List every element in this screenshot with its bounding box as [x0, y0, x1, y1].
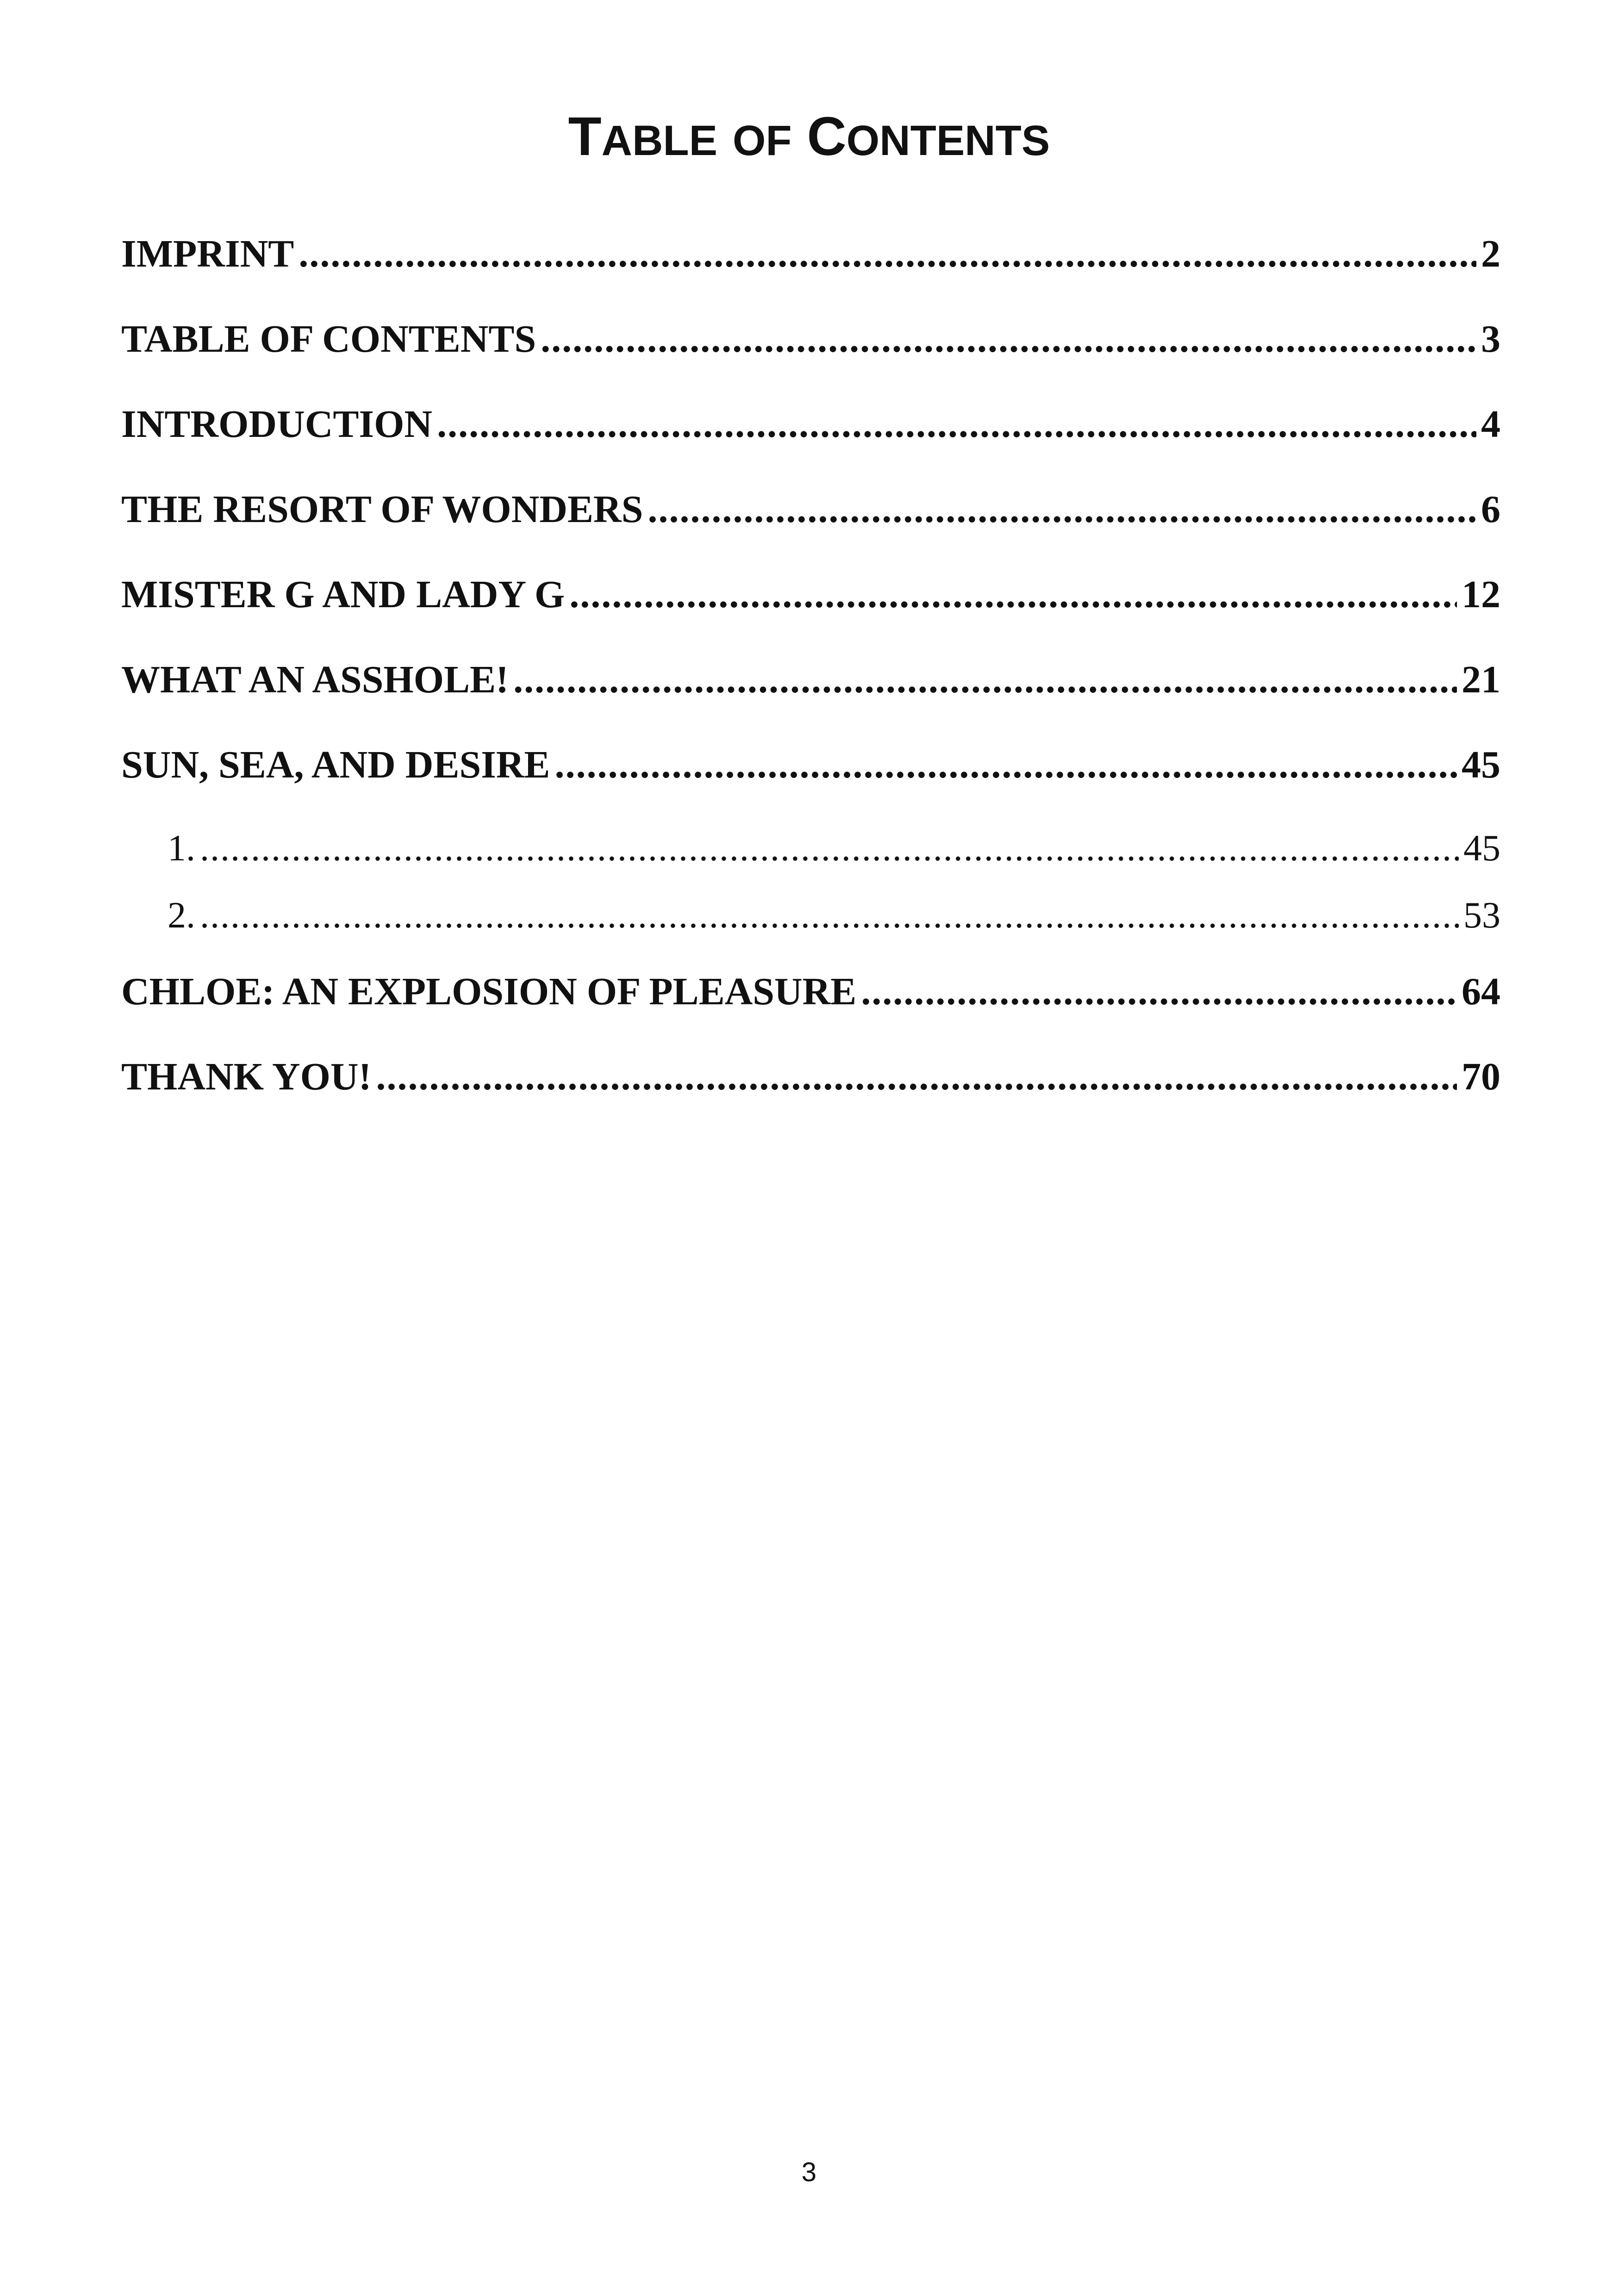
toc-entry-label: CHLOE: AN EXPLOSION OF PLEASURE	[121, 970, 857, 1013]
dot-leader	[861, 969, 1457, 1014]
dot-leader	[541, 317, 1476, 361]
toc-entry-label: THANK YOU!	[121, 1055, 372, 1098]
toc-subentry-label: 2.	[168, 895, 195, 936]
page-number: 3	[801, 2157, 817, 2187]
toc-entry-page: 45	[1462, 743, 1500, 786]
toc-entry-page: 21	[1462, 658, 1500, 701]
title-word-contents	[807, 106, 1050, 168]
toc-entry-label: THE RESORT OF WONDERS	[121, 488, 643, 531]
title-initial: C	[807, 106, 846, 168]
toc-entry[interactable]	[121, 742, 1500, 828]
title-rest: ABLE	[601, 117, 718, 165]
toc-entry[interactable]	[121, 402, 1500, 487]
toc-entry[interactable]	[121, 317, 1500, 402]
toc-entry[interactable]	[121, 231, 1500, 317]
toc-subentry-page: 53	[1463, 895, 1500, 936]
title-word-of	[733, 117, 792, 165]
toc-entry[interactable]	[121, 572, 1500, 657]
dot-leader	[200, 895, 1459, 937]
dot-leader	[200, 828, 1459, 870]
toc-entry-page: 6	[1481, 488, 1500, 531]
toc-entry[interactable]	[121, 487, 1500, 572]
toc-subentry-page: 45	[1463, 828, 1500, 869]
toc-entry-page: 12	[1462, 573, 1500, 616]
dot-leader	[437, 402, 1476, 447]
toc-subentry[interactable]	[121, 828, 1500, 895]
dot-leader	[555, 742, 1457, 787]
toc-entry[interactable]	[121, 1054, 1500, 1139]
toc-subentry[interactable]	[121, 895, 1500, 962]
toc-entry-label: WHAT AN ASSHOLE!	[121, 658, 509, 701]
toc-entry-label: IMPRINT	[121, 232, 294, 275]
dot-leader	[376, 1054, 1457, 1099]
toc-entry-page: 70	[1462, 1055, 1500, 1098]
toc-entry-label: TABLE OF CONTENTS	[121, 317, 536, 361]
title-rest: ONTENTS	[846, 117, 1050, 165]
toc-entry-page: 64	[1462, 970, 1500, 1013]
toc-entry-page: 3	[1481, 317, 1500, 361]
toc-entry-page: 2	[1481, 232, 1500, 275]
toc-subentry-label: 1.	[168, 828, 195, 869]
page-title	[0, 106, 1618, 168]
title-initial: T	[568, 106, 602, 168]
toc-entry-label: MISTER G AND LADY G	[121, 573, 565, 616]
title-word-table	[568, 106, 718, 168]
toc-entry-page: 4	[1481, 403, 1500, 446]
dot-leader	[647, 487, 1476, 532]
title-rest: OF	[733, 117, 792, 165]
toc-entry-label: SUN, SEA, AND DESIRE	[121, 743, 550, 786]
dot-leader	[569, 572, 1457, 617]
dot-leader	[513, 657, 1457, 702]
toc-entry[interactable]	[121, 969, 1500, 1054]
dot-leader	[299, 231, 1476, 276]
table-of-contents	[121, 231, 1500, 1139]
toc-entry[interactable]	[121, 657, 1500, 742]
toc-entry-label: INTRODUCTION	[121, 403, 433, 446]
